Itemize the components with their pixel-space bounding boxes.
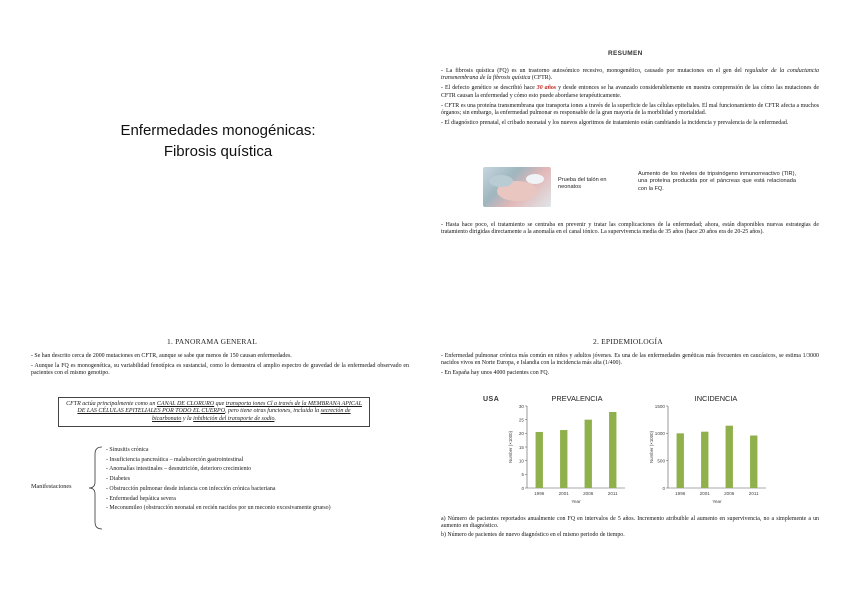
resumen-paragraph-5: - Hasta hace poco, el tratamiento se centraba en prevenir y tratar las complicaciones de la enfermedad; ahora, están disponibles nuevas estrategias de tratamiento dirigidas directamente a la anomalía en el canal iónico. La supervivencia media de 35 años (hace 20 años era de 20-25 años). [441, 222, 819, 236]
box-text-a: CFTR actúa principalmente como un [66, 401, 157, 407]
manifestacion-item: - Anomalías intestinales – desnutrición, deterioro crecimiento [106, 466, 252, 473]
epidemiologia-bullet-1: - Enfermedad pulmonar crónica más común en niños y adultos jóvenes. Es una de las enfermedades genéticas más frecuentes en caucásicos, se estima 1/3000 nacidos vivos en Norte Europa, e Islandia con la incidencia más alta (1/400). [441, 353, 819, 367]
x-tick-label: 1996 [675, 491, 686, 496]
x-tick-label: 2011 [607, 491, 618, 496]
bar [726, 426, 733, 488]
note-a: a) Número de pacientes reportados anualmente con FQ en intervalos de 5 años. Incremento atribuible al aumento en supervivencia, no a simplemente a un aumento en diagnóstico. [441, 516, 819, 530]
cftr-function-box [58, 397, 370, 427]
manifestacion-item: - Obstrucción pulmonar desde infancia con infección crónica bacteriana [106, 485, 276, 492]
epidemiologia-heading: 2. EPIDEMIOLOGÍA [593, 337, 663, 346]
slide-title-line1: Enfermedades monogénicas: [120, 122, 316, 139]
y-axis-label: Number (×1000) [508, 430, 513, 464]
resumen-paragraph-2 [441, 85, 819, 99]
resumen-paragraph-1 [441, 68, 819, 82]
manifestacion-item: - Enfermedad hepática severa [106, 495, 176, 502]
panorama-heading: 1. PANORAMA GENERAL [167, 337, 257, 346]
resumen-p1-text: - La fibrosis quística (FQ) es un trastorno autosómico recesivo, monogenético, causado por mutaciones en el gen del [441, 68, 745, 74]
usa-label: USA [483, 396, 500, 403]
y-tick-label: 1500 [654, 403, 665, 409]
x-axis-label: Year [571, 499, 581, 504]
box-underline-1: CANAL DE CLORURO [156, 401, 215, 407]
panorama-body [31, 353, 409, 381]
manifestacion-item: - Sinusitis crónica [106, 447, 149, 453]
bar [677, 433, 684, 488]
box-text-e: . [274, 415, 276, 422]
box-text-d: y la [181, 415, 194, 422]
photo-caption: Prueba del talón en neonatos [558, 177, 607, 190]
y-tick-label: 5 [521, 472, 524, 478]
y-tick-label: 0 [521, 485, 524, 491]
y-tick-label: 30 [518, 403, 524, 409]
note-b: b) Número de pacientes de nuevo diagnóstico en el mismo periodo de tiempo. [441, 532, 625, 539]
epidemiologia-notes [441, 516, 819, 543]
slide-title [88, 120, 348, 162]
bar [585, 420, 592, 488]
y-tick-label: 15 [518, 444, 524, 450]
box-underline-3: secreción de bicarbonato [151, 408, 351, 422]
prevalencia-title: PREVALENCIA [551, 394, 603, 403]
incidencia-title: INCIDENCIA [694, 394, 738, 403]
resumen-p2-end: y desde entonces se ha avanzado considerablemente en nuestra comprensión de las cómo las mutaciones de CFTR causan la enfermedad y cómo esto puede abordarse terapéuticamente. [441, 85, 819, 99]
bar [609, 412, 616, 488]
manifestaciones-brace [87, 446, 105, 530]
bar [536, 432, 543, 488]
resumen-heading: RESUMEN [608, 50, 643, 57]
manifestacion-item: - Insuficiencia pancreática – malabsorción gastrointestinal [106, 456, 244, 463]
heel-prick-photo [483, 167, 551, 207]
resumen-p1-end: (CFTR). [530, 75, 553, 82]
resumen-p1-italic: regulador de la conductancia transmembrana de la fibrosis quística [441, 68, 819, 82]
resumen-body [441, 68, 819, 130]
box-text-b: que [214, 401, 226, 407]
panorama-bullet-1: - Se han descrito cerca de 2000 mutaciones en CFTR, aunque se sabe que menos de 150 causan enfermedades. [31, 353, 292, 359]
bar [701, 432, 708, 488]
heel-prick-illustration [483, 167, 551, 207]
y-tick-label: 0 [662, 485, 665, 491]
y-tick-label: 1000 [654, 431, 665, 437]
x-tick-label: 2001 [558, 491, 569, 496]
tir-note: Aumento de los niveles de tripsinógeno inmunorreactivo (TIR), una proteína producida por el páncreas que está relacionada con la FQ. [638, 171, 796, 192]
x-tick-label: 2006 [724, 491, 735, 496]
x-axis-label: Year [712, 499, 722, 504]
epidemiologia-bullet-2: - En España hay unos 4000 pacientes con FQ. [441, 370, 550, 377]
x-tick-label: 2011 [748, 491, 759, 496]
bar [560, 430, 567, 488]
manifestaciones-list [106, 446, 406, 514]
bar [750, 436, 757, 488]
box-underline-2: transporta iones Cl a través de la MEMBRANA APICAL DE LAS CÉLULAS EPITELIALES POR TODO EL CUERPO [77, 401, 362, 415]
manifestacion-item: - Meconumileo (obstrucción neonatal en recién nacidos por un meconio excesivamente grueso) [106, 505, 331, 512]
resumen-p2-text: - El defecto genético se describió hace [441, 85, 537, 92]
y-tick-label: 500 [657, 458, 665, 464]
incidencia-chart [646, 392, 774, 510]
prevalencia-chart [505, 392, 633, 510]
x-tick-label: 2006 [583, 491, 594, 496]
resumen-paragraph-4: - El diagnóstico prenatal, el cribado neonatal y los nuevos algoritmos de tratamiento están cambiando la incidencia y prevalencia de la enfermedad. [441, 120, 789, 127]
x-tick-label: 2001 [699, 491, 710, 496]
panorama-bullet-2: - Aunque la FQ es monogenética, su variabilidad fenotípica es sustancial, como lo demuestra el amplio espectro de gravedad de la enfermedad observado en pacientes con el mismo genotipo. [31, 363, 409, 377]
resumen-paragraph-3: - CFTR es una proteína transmembrana que transporta iones a través de la superficie de las células epiteliales. El mal funcionamiento de CFTR afecta a muchos órganos; sin embargo, la enfermedad pulmonar es responsable de la gran mayoría de la morbilidad y mortalidad. [441, 102, 819, 117]
manifestacion-item: - Diabetes [106, 476, 131, 483]
x-tick-label: 1996 [534, 491, 545, 496]
resumen-highlight-years: 30 años [536, 85, 557, 92]
y-axis-label: Number (×1000) [649, 430, 654, 464]
y-tick-label: 20 [518, 431, 524, 437]
y-tick-label: 25 [518, 417, 524, 423]
box-underline-4: inhibición del transporte de sodio [193, 415, 275, 422]
box-text-c: , pero tiene otras funciones, incluida la [225, 408, 321, 415]
epidemiologia-body [441, 353, 819, 381]
y-tick-label: 10 [518, 458, 524, 464]
slide-title-line2: Fibrosis quística [163, 143, 273, 160]
manifestaciones-label: Manifestaciones [31, 483, 72, 490]
